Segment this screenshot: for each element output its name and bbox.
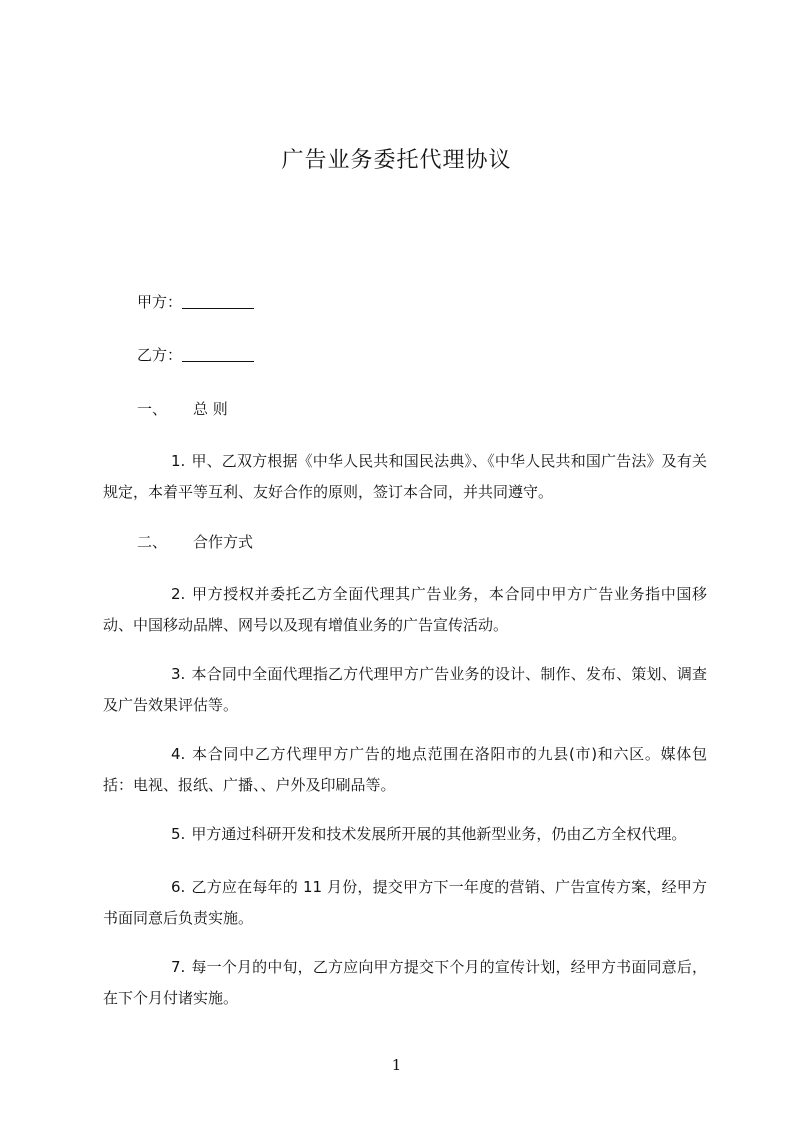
section-number: 一、 xyxy=(137,400,168,418)
clause-3 xyxy=(103,659,707,721)
clause-text: 甲方通过科研开发和技术发展所开展的其他新型业务，仍由乙方全权代理。 xyxy=(191,825,687,843)
clause-text: 本合同中乙方代理甲方广告的地点范围在洛阳市的九县(市)和六区。媒体包括：电视、报纸、广播、、户外及印刷品等。 xyxy=(103,745,707,794)
clause-number: 5. xyxy=(171,825,186,843)
party-b-label: 乙方： xyxy=(137,346,183,364)
section-heading-1 xyxy=(103,393,741,425)
document-title: 广告业务委托代理协议 xyxy=(281,148,512,173)
clause-text: 乙方应在每年的 11 月份，提交甲方下一年度的营销、广告宣传方案，经甲方书面同意后负责实施。 xyxy=(103,878,707,927)
clause-number: 1. xyxy=(171,452,186,470)
page-number: 1 xyxy=(391,1056,402,1074)
clause-text: 本合同中全面代理指乙方代理甲方广告业务的设计、制作、发布、策划、调查及广告效果评估等。 xyxy=(103,665,707,714)
clause-1 xyxy=(103,446,707,508)
clause-5 xyxy=(103,819,707,850)
clause-6 xyxy=(103,872,707,934)
clause-7 xyxy=(103,952,707,1014)
clause-text: 甲方授权并委托乙方全面代理其广告业务，本合同中甲方广告业务指中国移动、中国移动品牌、网号以及现有增值业务的广告宣传活动。 xyxy=(103,585,707,634)
party-b-blank xyxy=(182,347,254,362)
party-a-line xyxy=(103,286,741,318)
section-title: 总 则 xyxy=(193,400,228,418)
clause-2 xyxy=(103,579,707,641)
clause-number: 2. xyxy=(171,585,186,603)
section-heading-2 xyxy=(103,526,741,558)
clause-number: 3. xyxy=(171,665,186,683)
clause-text: 每一个月的中旬，乙方应向甲方提交下个月的宣传计划，经甲方书面同意后，在下个月付诸实施。 xyxy=(103,958,707,1007)
party-a-blank xyxy=(182,294,254,309)
section-title: 合作方式 xyxy=(193,533,254,551)
party-a-label: 甲方： xyxy=(137,293,183,311)
clause-4 xyxy=(103,739,707,801)
clause-number: 6. xyxy=(171,878,186,896)
clause-number: 7. xyxy=(171,958,186,976)
clause-number: 4. xyxy=(171,745,186,763)
section-number: 二、 xyxy=(137,533,168,551)
party-b-line xyxy=(103,339,741,371)
clause-text: 甲、乙双方根据《中华人民共和国民法典》、《中华人民共和国广告法》及有关规定，本着平等互利、友好合作的原则，签订本合同，并共同遵守。 xyxy=(103,452,707,501)
